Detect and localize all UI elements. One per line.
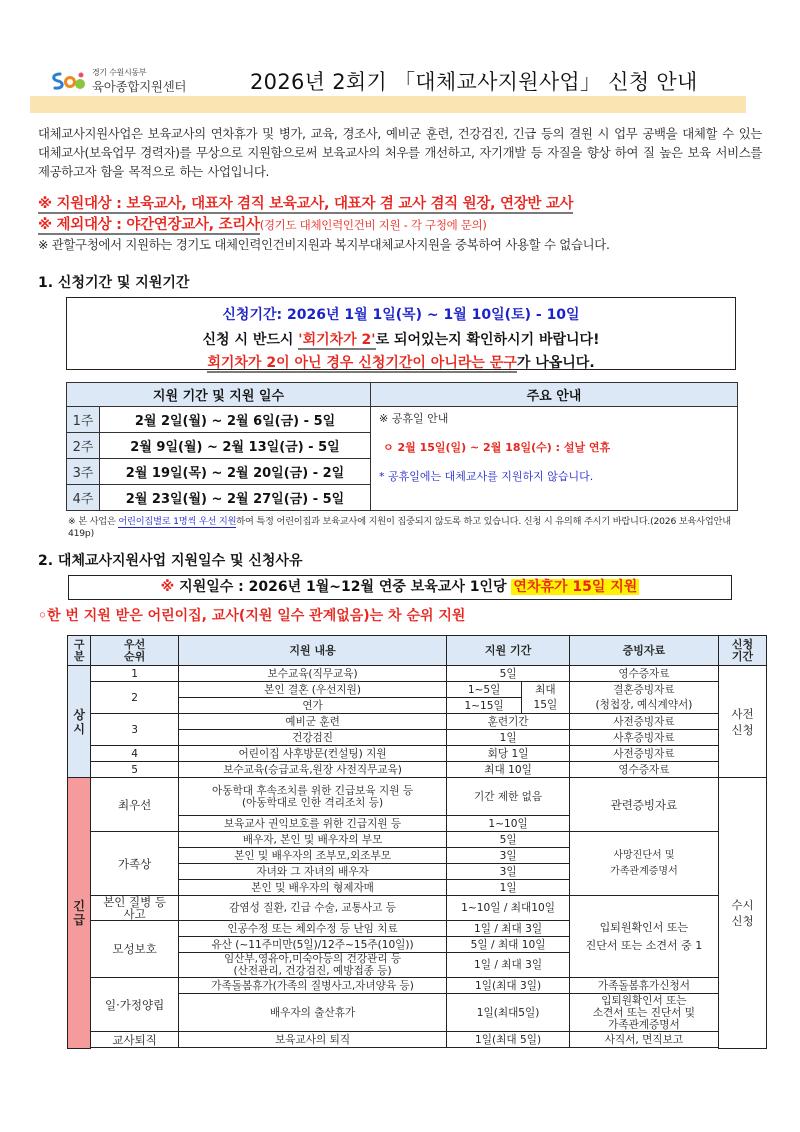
table-row: 본인 및 배우자의 조부모,외조부모 3일 [68, 848, 767, 864]
application-period-box [66, 297, 736, 370]
support-week-table [66, 382, 738, 511]
col-category: 구 분 [68, 636, 91, 666]
table-row: 건강검진 1일 사후증빙자료 [68, 730, 767, 746]
table-row: 4 어린이집 사후방문(컨설팅) 지원 회당 1일 사전증빙자료 [68, 746, 767, 762]
intro-paragraph: 대체교사지원사업은 보육교사의 연차휴가 및 병가, 교육, 경조사, 예비군 훈련, 건강검진, 긴급 등의 결원 시 업무 공백을 대체할 수 있는 대체교사(보육업무 경력자)를 무상으로 지원함으로써 보육교사의 처우를 개선하고, 자기개발 등 자질을 향상 하여 질 높은 보육 서비스를 제공하고자 함을 목적으로 하는 사업입니다. [38, 126, 762, 179]
logo-subtitle: 경기 수원시동부 [92, 68, 147, 77]
priority-footnote: ※ 본 사업은 어린이집별로 1명씩 우선 지원하여 특정 어린이집과 보육교사에 지원이 집중되지 않도록 하고 있습니다. 신청 시 유의해 주시기 바랍니다.(2026 보육사업안내 419p) [68, 516, 731, 539]
table-row: 보육교사 권익보호를 위한 긴급지원 등 1~10일 [68, 816, 767, 832]
excluded-notice: ※ 제외대상 : 야간연장교사, 조리사(경기도 대체인력인건비 지원 - 각 구청에 문의) [38, 217, 487, 233]
support-days-box: ※ 지원일수 : 2026년 1월~12월 연중 보육교사 1인당 연차휴가 15일 지원 [68, 575, 732, 600]
table-row: 자녀와 그 자녀의 배우자 3일 [68, 864, 767, 880]
excluded-note: (경기도 대체인력인건비 지원 - 각 구청에 문의) [259, 218, 487, 232]
table-row: 본인 및 배우자의 형제자매 1일 [68, 880, 767, 896]
table-row: 5 보수교육(승급교육,원장 사전직무교육) 최대 10일 영수증자료 [68, 762, 767, 778]
table-row: 교사퇴직 보육교사의 퇴직 1일(최대 5일) 사직서, 면직보고 [68, 1032, 767, 1048]
page-title: 2026년 2회기 「대체교사지원사업」 신청 안내 [250, 70, 698, 94]
table-row: 본인 질병 등 사고 감염성 질환, 긴급 수술, 교통사고 등 1~10일 / 최대10일 입퇴원확인서 또는 진단서 또는 소견서 중 1 [68, 896, 767, 921]
table-row: 상시 1 보수교육(직무교육) 5일 영수증자료 사전 신청 [68, 666, 767, 682]
apply-advance: 사전 신청 [719, 666, 767, 778]
table-row: 연가 1~15일 15일 (청첩장, 예식계약서) [68, 698, 767, 714]
table-row: 모성보호 인공수정 또는 체외수정 등 난임 치료 1일 / 최대 3일 [68, 921, 767, 937]
week-row: 4주 2월 23일(월) ~ 2월 27일(금) - 5일 [67, 485, 738, 511]
logo-mark-icon [50, 70, 86, 92]
target-notice: ※ 지원대상 : 보육교사, 대표자 겸직 보육교사, 대표자 겸 교사 겸직 원장, 연장반 교사 [38, 196, 574, 212]
col-period: 지원 기간 [447, 636, 570, 666]
holiday-info: ※ 공휴일 안내 ㅇ 2월 15일(일) ~ 2월 18일(수) : 설날 연휴 * 공휴일에는 대체교사를 지원하지 않습니다. [371, 407, 738, 511]
table-row: 배우자의 출산휴가 1일(최대5일) 입퇴원확인서 또는 소견서 또는 진단서 및 가족관계증명서 [68, 994, 767, 1032]
table-row: 일·가정양립 가족돌봄휴가(가족의 질병사고,자녀양육 등) 1일(최대 3일) 가족돌봄휴가신청서 [68, 978, 767, 994]
category-regular: 상시 [68, 666, 91, 778]
next-priority-rule: ◦한 번 지원 받은 어린이집, 교사(지원 일수 관계없음)는 차 순위 지원 [38, 608, 466, 624]
week-row: 1주 2월 2일(월) ~ 2월 6일(금) - 5일 ※ 공휴일 안내 ㅇ 2월 15일(일) ~ 2월 18일(수) : 설날 연휴 * 공휴일에는 대체교사를 지원하지 않습니다. [67, 407, 738, 433]
logo-name: 육아종합지원센터 [92, 79, 187, 94]
duplicate-notice: ※ 관할구청에서 지원하는 경기도 대체인력인건비지원과 복지부대체교사지원을 중복하여 사용할 수 없습니다. [38, 237, 610, 252]
col-priority: 우선 순위 [91, 636, 178, 666]
week-row: 2주 2월 9일(월) ~ 2월 13일(금) - 5일 [67, 433, 738, 459]
col-proof: 증빙자료 [569, 636, 718, 666]
apply-anytime: 수시 신청 [719, 778, 767, 1049]
table-row: 임산부,영유아,미숙아등의 건강관리 등 (산전관리, 건강검진, 예방접종 등) 1일 / 최대 3일 [68, 953, 767, 978]
col-content: 지원 내용 [178, 636, 447, 666]
week-row: 3주 2월 19일(목) ~ 2월 20일(금) - 2일 [67, 459, 738, 485]
section2-heading: 2. 대체교사지원사업 지원일수 및 신청사유 [38, 553, 303, 569]
table-row: 가족상 배우자, 본인 및 배우자의 부모 5일 사망진단서 및 가족관계증명서 [68, 832, 767, 848]
table-row: 3 예비군 훈련 훈련기간 사전증빙자료 [68, 714, 767, 730]
table-row: 유산 (~11주미만(5일)/12주~15주(10일)) 5일 / 최대 10일 [68, 937, 767, 953]
category-urgent: 긴급 [68, 778, 91, 1049]
application-period: 신청기간: 2026년 1월 1일(목) ~ 1월 10일(토) - 10일 [222, 307, 580, 323]
col-header-info: 주요 안내 [371, 383, 738, 407]
col-header-period: 지원 기간 및 지원 일수 [67, 383, 371, 407]
round-check-notice: 신청 시 반드시 '회기차가 2'로 되어있는지 확인하시기 바랍니다! [202, 332, 600, 348]
center-logo [50, 66, 240, 96]
round-warning-notice: 회기차가 2이 아닌 경우 신청기간이 아니라는 문구가 나옵니다. [207, 355, 595, 371]
title-divider-bar [30, 96, 746, 113]
support-reasons-table [67, 635, 767, 1049]
table-row: 2 본인 결혼 (우선지원) 1~5일 최대 결혼증빙자료 [68, 682, 767, 698]
table-row: 긴급 최우선 아동학대 후속조치를 위한 긴급보육 지원 등 (아동학대로 인한 격리조치 등) 기간 제한 없음 관련증빙자료 수시 신청 [68, 778, 767, 816]
col-apply: 신청 기간 [719, 636, 767, 666]
section1-heading: 1. 신청기간 및 지원기간 [38, 275, 190, 291]
